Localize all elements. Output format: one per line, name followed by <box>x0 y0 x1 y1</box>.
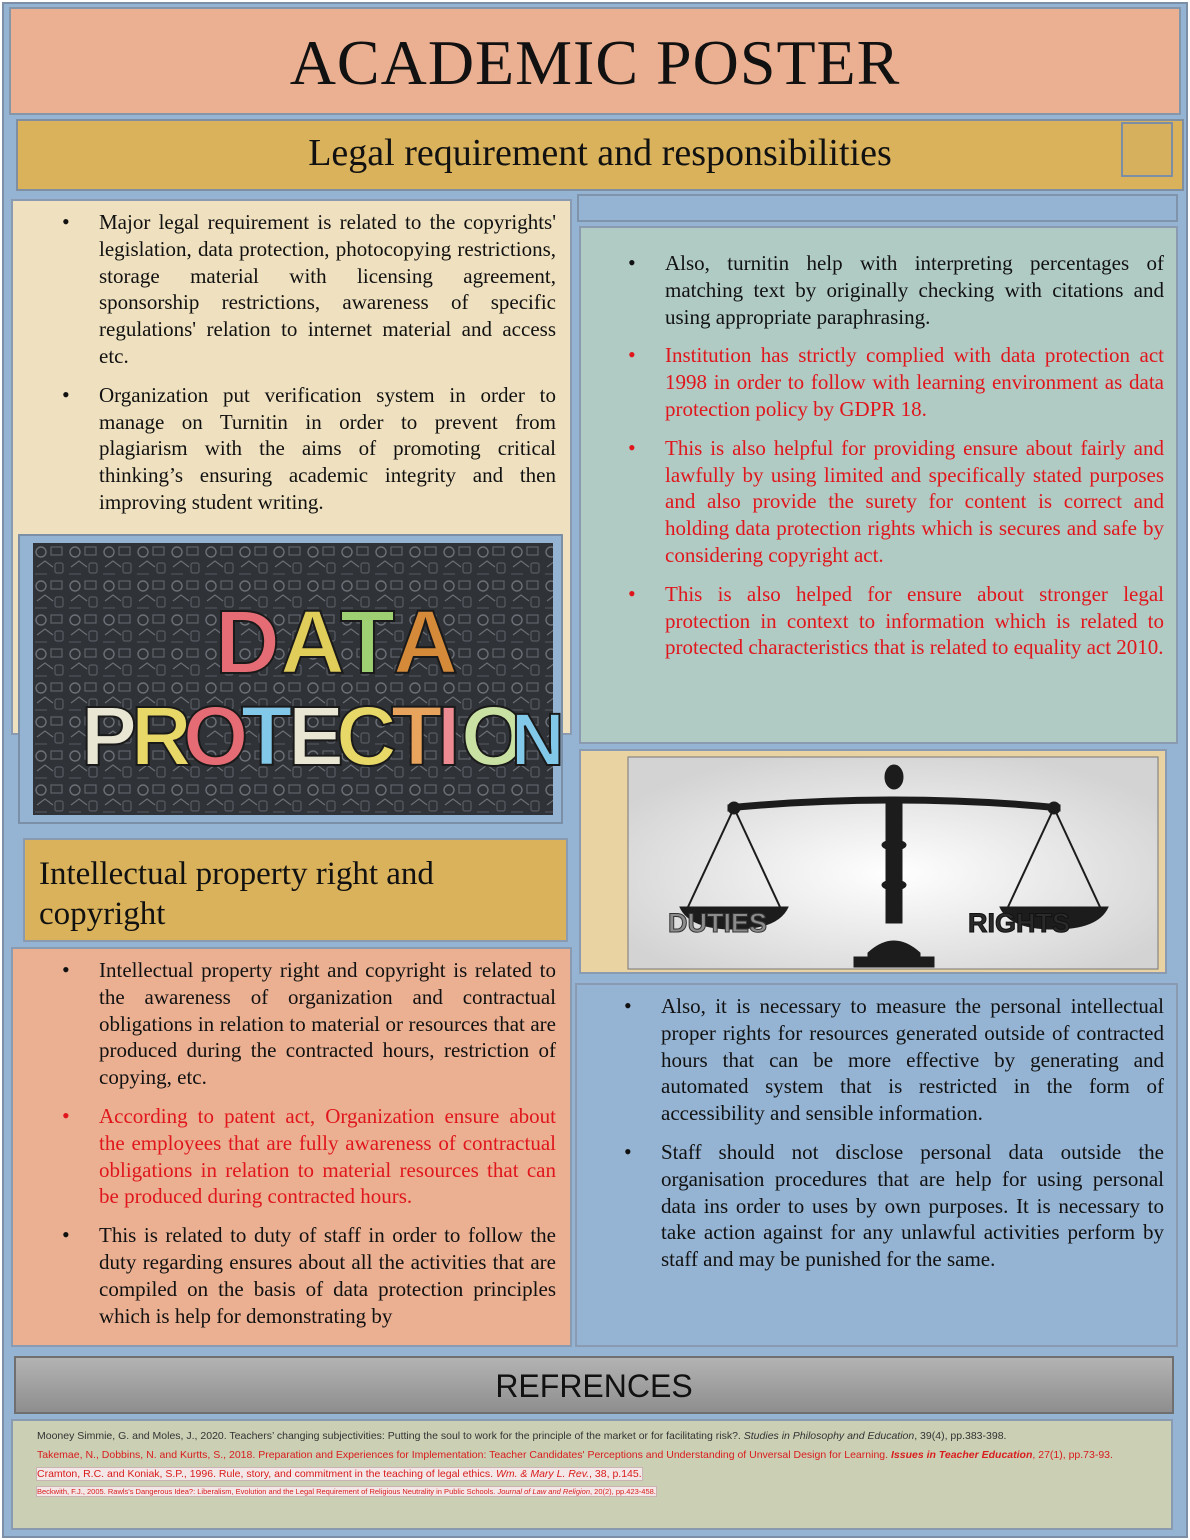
references-banner <box>14 1356 1174 1414</box>
bullet-item: • Also, it is necessary to measure the personal intellectual proper rights for resources generated outside of contracted hours that can be more effective by generating and automated system that is restricted in the form of accessibility and sensible information. <box>621 993 1164 1127</box>
word-data-t: T <box>340 593 395 693</box>
svg-text:I: I <box>437 689 461 783</box>
divider-strip <box>577 194 1178 222</box>
section-title: Legal requirement and responsibilities <box>308 132 892 174</box>
word-data-d: D <box>215 593 280 693</box>
staff-duties-panel <box>575 983 1178 1347</box>
references-panel <box>11 1419 1173 1530</box>
decorative-square <box>1121 122 1173 177</box>
ip-list <box>13 949 570 1329</box>
duties-rights-scale-image <box>628 757 1158 969</box>
bullet-item: • Organization put verification system in order to manage on Turnitin in order to prevent from plagiarism with the aims of promoting critical thinking’s ensuring academic integrity and then improving student writing. <box>59 382 556 516</box>
reference-citation: , 38, p.145. <box>589 1468 642 1480</box>
svg-text:O: O <box>183 689 249 783</box>
poster-title: ACADEMIC POSTER <box>289 27 901 98</box>
bullet-item: • Also, turnitin help with interpreting percentages of matching text by originally checking with citations and using appropriate paraphrasing. <box>625 250 1164 330</box>
title-box <box>9 7 1181 115</box>
bullet-item: • According to patent act, Organization ensure about the employees that are fully awareness of contractual obligations in relation to material resources that can be produced during contracted hours. <box>59 1103 556 1210</box>
reference-text: Beckwith, F.J., 2005. Rawls's Dangerous Idea?: Liberalism, Evolution and the Legal Requirement of Religious Neutrality in Public Schools. <box>37 1487 498 1496</box>
references-list <box>37 1427 1147 1499</box>
svg-text:C: C <box>336 689 397 783</box>
section-banner <box>16 119 1184 191</box>
reference-text: Mooney Simmie, G. and Moles, J., 2020. Teachers’ changing subjectivities: Putting the soul to work for the principle of the market or for facilitating risk?. <box>37 1430 744 1442</box>
bullet-item: • Intellectual property right and copyright is related to the awareness of organization and contractual obligations in relation to material or resources that are produced during the contracted hours, restriction of copying, etc. <box>59 957 556 1091</box>
ip-banner <box>23 838 568 942</box>
reference-citation: , 27(1), pp.73-93. <box>1032 1449 1113 1461</box>
reference-journal: Journal of Law and Religion <box>497 1487 590 1496</box>
bullet-item: • This is also helped for ensure about stronger legal protection in context to information which is related to protected characteristics that is related to equality act 2010. <box>625 581 1164 661</box>
staff-duties-list <box>577 985 1176 1273</box>
svg-text:E: E <box>288 689 345 783</box>
word-data-a1: A <box>280 593 345 693</box>
reference-item <box>37 1484 1147 1499</box>
svg-text:O: O <box>461 689 527 783</box>
bullet-item: • Institution has strictly complied with data protection act 1998 in order to follow with learning environment as data protection policy by GDPR 18. <box>625 342 1164 422</box>
svg-text:N: N <box>511 698 565 781</box>
references-title: REFRENCES <box>495 1368 693 1404</box>
bullet-item: • This is related to duty of staff in order to follow the duty regarding ensures about all the activities that are compiled on the basis of data protection principles which is help for demonstrating by <box>59 1222 556 1329</box>
duties-rights-image-frame <box>579 749 1167 974</box>
reference-text: Cramton, R.C. and Koniak, S.P., 1996. Rule, story, and commitment in the teaching of legal ethics. <box>37 1468 496 1480</box>
data-protection-image <box>33 543 565 815</box>
turnitin-panel <box>579 226 1178 744</box>
reference-journal: Wm. & Mary L. Rev. <box>495 1468 590 1480</box>
ip-title: Intellectual property right and copyright <box>39 856 434 932</box>
svg-text:T: T <box>241 689 293 783</box>
legal-requirements-list <box>13 201 570 516</box>
reference-item <box>37 1465 1147 1484</box>
rights-label: RIGHTS <box>968 908 1071 938</box>
word-data-a2: A <box>393 593 458 693</box>
svg-text:R: R <box>131 689 192 783</box>
bullet-item: • This is also helpful for providing ensure about fairly and lawfully by using limited and specifically stated purposes and also provide the surety for content is correct and holding data protection rights which is secures and safe by considering copyright act. <box>625 435 1164 569</box>
reference-item <box>37 1427 1147 1446</box>
svg-text:T: T <box>391 689 443 783</box>
turnitin-list <box>581 228 1176 661</box>
svg-text:P: P <box>81 689 138 783</box>
reference-citation: , 20(2), pp.423-458. <box>590 1487 656 1496</box>
reference-journal: Studies in Philosophy and Education <box>743 1430 915 1442</box>
bullet-item: • Major legal requirement is related to the copyrights' legislation, data protection, photocopying restrictions, storage material with licensing agreement, sponsorship restrictions, awareness of specific regulations' relation to internet material and access etc. <box>59 209 556 370</box>
reference-journal: Issues in Teacher Education <box>890 1449 1033 1461</box>
reference-text: Takemae, N., Dobbins, N. and Kurtts, S., 2018. Preparation and Experiences for Implementation: Teacher Candidates' Perceptions and Understanding of Unversal Design for Learning. <box>37 1449 891 1461</box>
bullet-item: • Staff should not disclose personal data outside the organisation procedures that are help for using personal data ins order to uses by own purposes. It is necessary to take action against for any unlawful activities perform by staff and may be punished for the same. <box>621 1139 1164 1273</box>
reference-item <box>37 1446 1147 1465</box>
data-protection-image-frame <box>18 534 563 824</box>
ip-panel <box>11 947 572 1347</box>
duties-label: DUTIES <box>668 908 768 938</box>
reference-citation: , 39(4), pp.383-398. <box>914 1430 1007 1442</box>
